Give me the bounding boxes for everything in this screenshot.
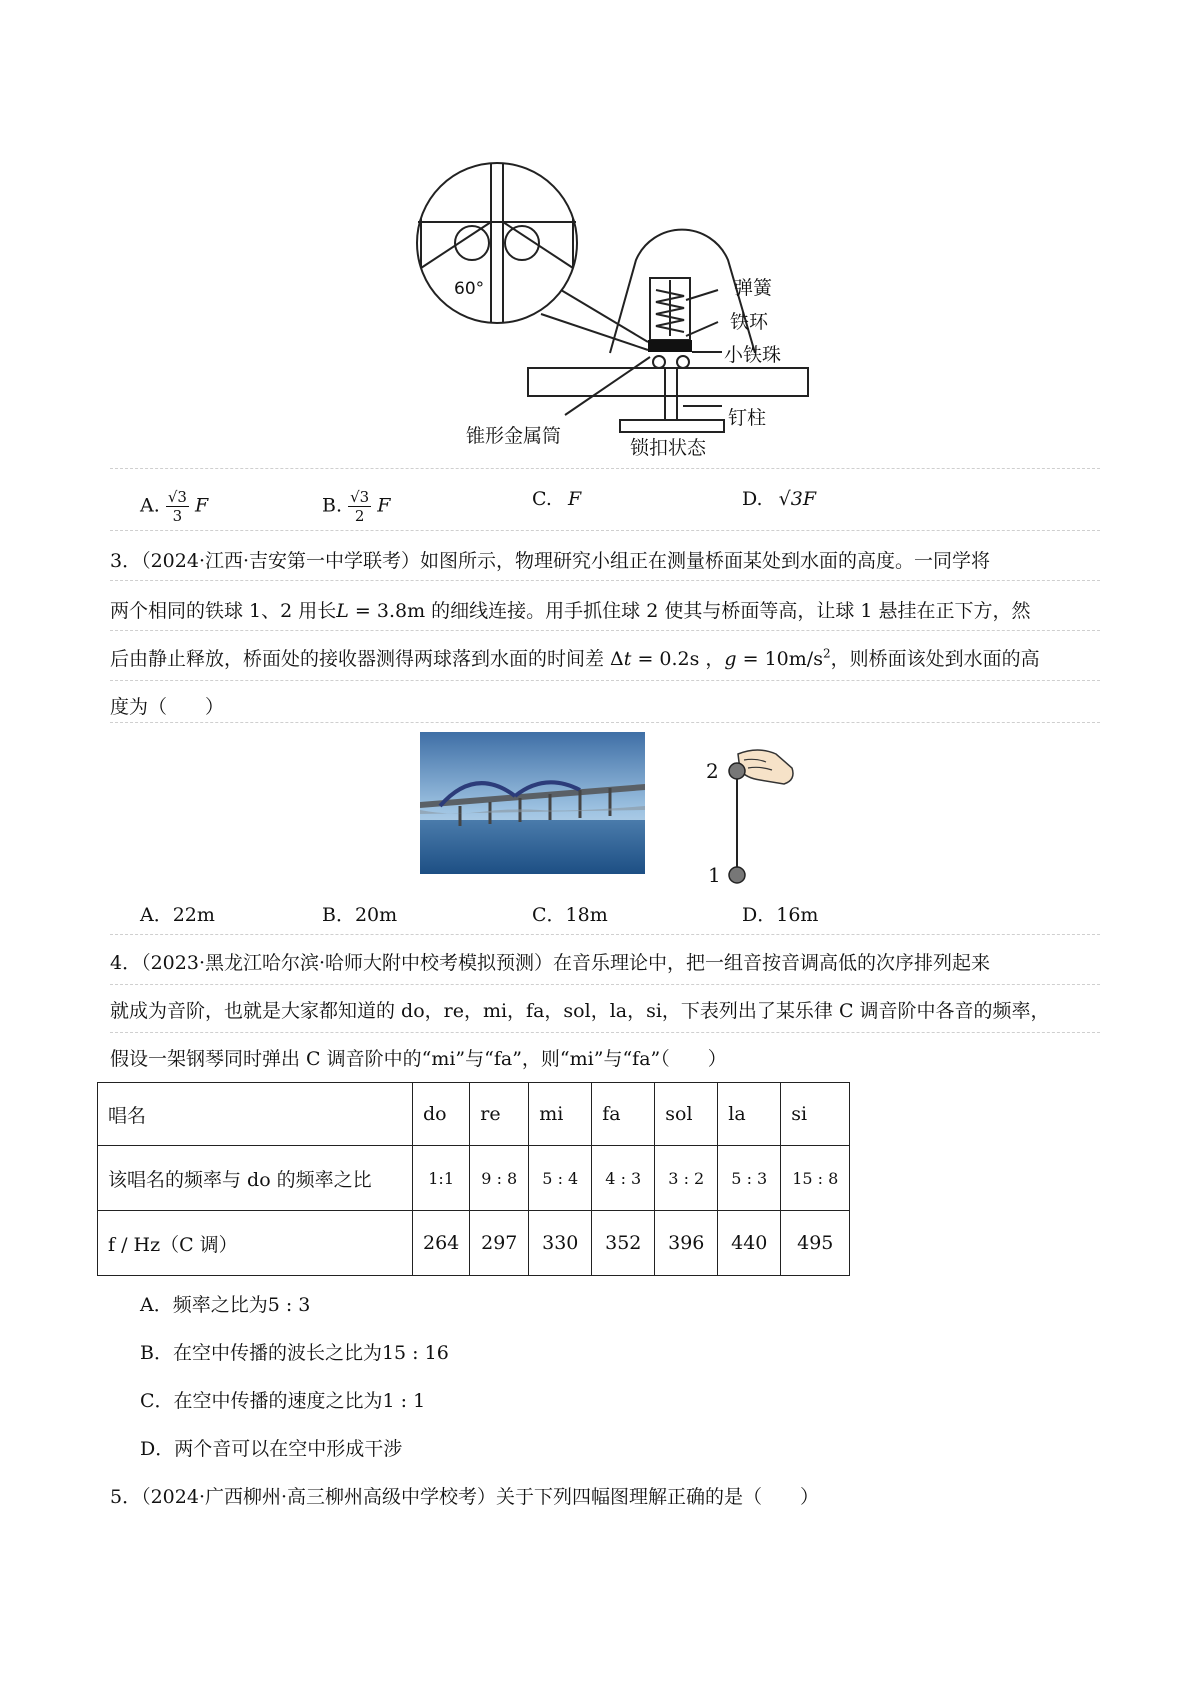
label-iron-ring: 铁环 [730,311,769,333]
table-cell: 5 : 4 [529,1146,592,1211]
table-cell: re [470,1083,529,1146]
q4-stem-line2: 就成为音阶，也就是大家都知道的 do，re，mi，fa，sol，la，si，下表列出了某乐律 C 调音阶中各音的频率， [110,1000,1050,1022]
label-nail-post: 钉柱 [728,407,767,429]
label-cone-tube: 锥形金属筒 [466,425,562,447]
frequency-table [97,1082,850,1276]
table-cell: 15 : 8 [781,1146,850,1211]
table-cell: do [413,1083,470,1146]
label-spring: 弹簧 [734,277,773,299]
q3-option-d[interactable]: D．16m [742,904,819,926]
q4-option-d[interactable]: D．两个音可以在空中形成干涉 [140,1438,403,1460]
divider [110,722,1100,723]
divider [110,580,1100,581]
fraction: $\frac{√3}{2}$ [350,488,370,525]
divider [110,468,1100,469]
table-cell: sol [655,1083,718,1146]
q3-option-c[interactable]: C．18m [532,904,608,926]
q3-stem-line1: 3．（2024·江西·吉安第一中学联考）如图所示，物理研究小组正在测量桥面某处到水面的高度。一同学将 [110,550,991,572]
q4-stem-line3: 假设一架钢琴同时弹出 C 调音阶中的“mi”与“fa”，则“mi”与“fa”（ ） [110,1048,727,1070]
q4-option-c[interactable]: C．在空中传播的速度之比为1 : 1 [140,1390,426,1412]
table-row [98,1083,850,1146]
q2-option-d[interactable]: D. √3F [742,488,817,510]
table-cell: la [718,1083,781,1146]
table-cell: 330 [529,1211,592,1276]
bridge-photo [420,732,645,874]
table-cell: 264 [413,1211,470,1276]
divider [110,1032,1100,1033]
divider [110,984,1100,985]
q2-option-a[interactable]: A. $\frac{√3}{3}$ F [140,488,209,525]
table-cell: 440 [718,1211,781,1276]
table-row [98,1146,850,1211]
q2-option-c[interactable]: C. F [532,488,582,510]
two-balls-diagram [700,740,800,890]
q2-option-b[interactable]: B. $\frac{√3}{2}$ F [322,488,391,525]
table-cell: 396 [655,1211,718,1276]
q3-stem-line2: 两个相同的铁球 1、2 用长L = 3.8m 的细线连接。用手抓住球 2 使其与桥面等高，让球 1 悬挂在正下方，然 [110,600,1031,622]
table-cell: 4 : 3 [592,1146,655,1211]
q5-stem-line1: 5．（2024·广西柳州·高三柳州高级中学校考）关于下列四幅图理解正确的是（ ） [110,1486,820,1508]
locking-device-diagram [0,0,1200,470]
label-locked-state: 锁扣状态 [630,437,707,459]
row-header: f / Hz（C 调） [98,1211,413,1276]
divider [110,680,1100,681]
table-cell: si [781,1083,850,1146]
row-header: 该唱名的频率与 do 的频率之比 [98,1146,413,1211]
q3-option-a[interactable]: A．22m [140,904,215,926]
divider [110,630,1100,631]
table-cell: 352 [592,1211,655,1276]
divider [110,934,1100,935]
q3-option-b[interactable]: B．20m [322,904,398,926]
fraction: $\frac{√3}{3}$ [167,488,187,525]
q3-stem-line3: 后由静止释放，桥面处的接收器测得两球落到水面的时间差 Δt = 0.2s ，$g = 10m/s^2$，则桥面该处到水面的高 [110,646,1040,670]
ball-label-top: 2 [706,759,719,783]
table-cell: mi [529,1083,592,1146]
table-cell: 3 : 2 [655,1146,718,1211]
table-cell: 9 : 8 [470,1146,529,1211]
ball-label-bottom: 1 [708,863,721,887]
table-cell: 495 [781,1211,850,1276]
q3-stem-line4: 度为（ ） [110,696,225,718]
q4-option-a[interactable]: A．频率之比为5 : 3 [140,1294,311,1316]
q4-stem-line1: 4．（2023·黑龙江哈尔滨·哈师大附中校考模拟预测）在音乐理论中，把一组音按音调高低的次序排列起来 [110,952,991,974]
row-header: 唱名 [98,1083,413,1146]
angle-label: 60° [454,279,485,299]
label-small-iron-ball: 小铁珠 [724,344,782,366]
table-row [98,1211,850,1276]
table-cell: 5 : 3 [718,1146,781,1211]
table-cell: 297 [470,1211,529,1276]
table-cell: 1:1 [413,1146,470,1211]
divider [110,530,1100,531]
q4-option-b[interactable]: B．在空中传播的波长之比为15 : 16 [140,1342,449,1364]
table-cell: fa [592,1083,655,1146]
